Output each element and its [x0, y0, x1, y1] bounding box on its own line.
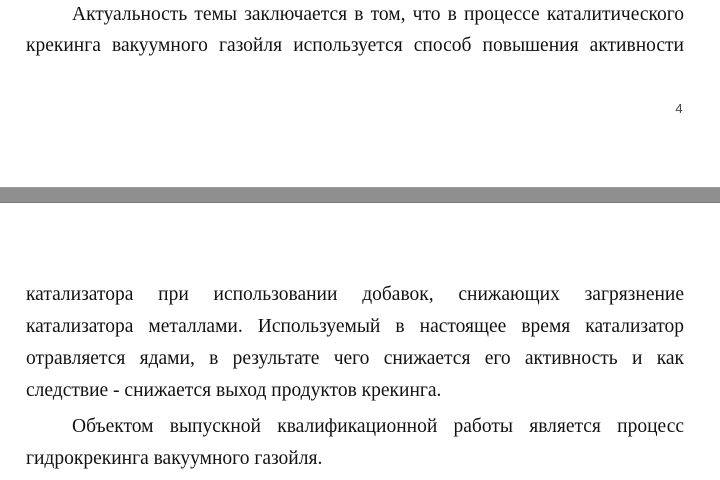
- document-page-bottom: [0, 203, 720, 480]
- paragraph-line-1: Актуальность темы заключается в том, что в процессе каталитического: [72, 4, 684, 25]
- page-separator: [0, 187, 720, 203]
- paragraph-line-5: отравляется ядами, в результате чего снижается его активность и как: [26, 348, 684, 369]
- paragraph-line-7: Объектом выпускной квалификационной работы является процесс: [72, 416, 684, 437]
- paragraph-line-2: крекинга вакуумного газойля используется способ повышения активности: [26, 35, 684, 56]
- paragraph-line-4: катализатора металлами. Используемый в настоящее время катализатор: [26, 316, 684, 337]
- paragraph-line-6: следствие - снижается выход продуктов крекинга.: [26, 380, 442, 401]
- paragraph-line-3: катализатора при использовании добавок, снижающих загрязнение: [26, 284, 684, 305]
- document-page-top: [0, 0, 720, 187]
- page-number: 4: [675, 101, 683, 116]
- paragraph-line-8: гидрокрекинга вакуумного газойля.: [26, 448, 323, 469]
